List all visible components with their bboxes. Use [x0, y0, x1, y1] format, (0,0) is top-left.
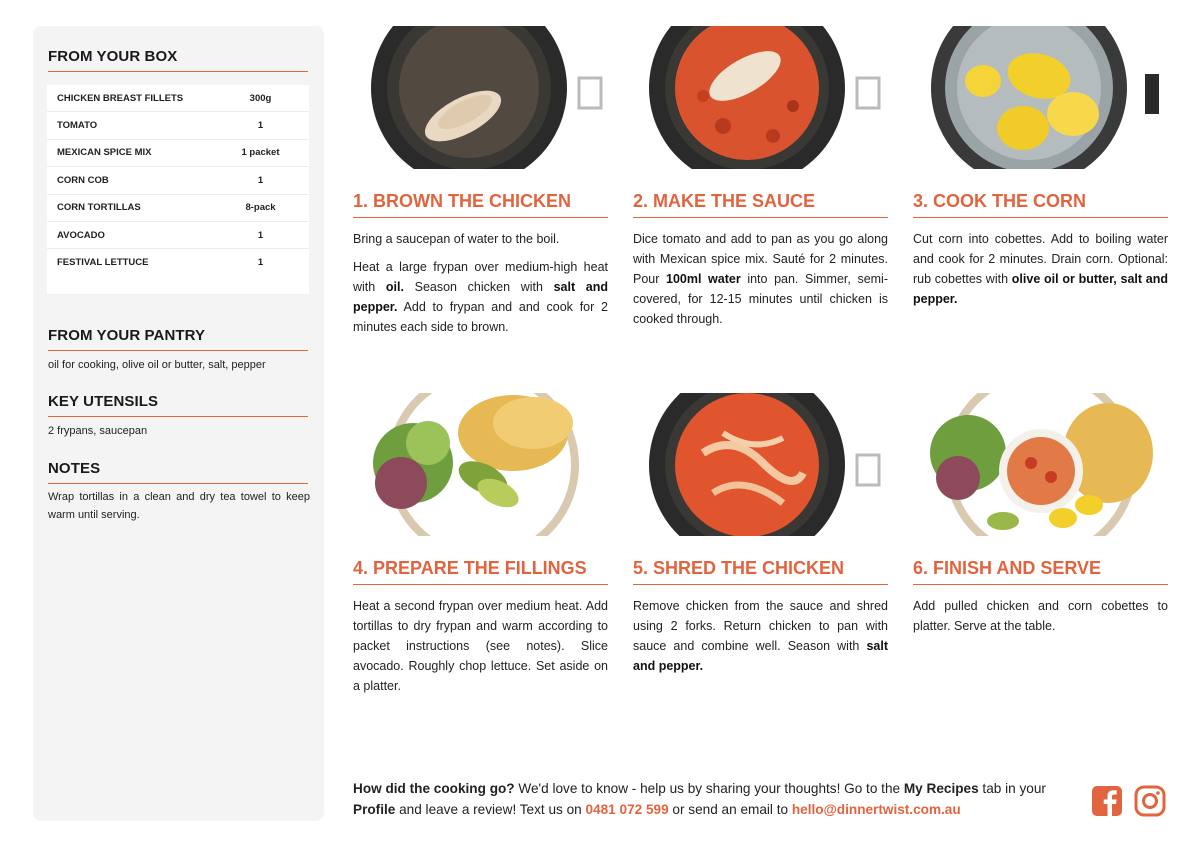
step-text: Bring a saucepan of water to the boil.	[353, 232, 560, 246]
step-text-bold: 100ml water	[666, 272, 741, 286]
step-4-body	[353, 596, 608, 704]
step-1	[353, 26, 608, 366]
ingredient-name: CHICKEN BREAST FILLETS	[57, 92, 184, 104]
step-1-title: 1. BROWN THE CHICKEN	[353, 191, 572, 211]
divider	[913, 584, 1168, 585]
divider	[48, 416, 308, 417]
ingredient-name: AVOCADO	[57, 229, 105, 241]
pantry-title: FROM YOUR PANTRY	[48, 327, 206, 344]
step-3	[913, 26, 1168, 366]
sidebar	[33, 26, 324, 821]
ingredient-qty: 1 packet	[241, 147, 280, 159]
divider	[633, 217, 888, 218]
step-1-body	[353, 229, 608, 345]
ingredient-name: CORN TORTILLAS	[57, 202, 141, 214]
ingredient-name: TOMATO	[57, 120, 98, 132]
divider	[633, 584, 888, 585]
step-text: Heat a second frypan over medium heat. Add tortillas to dry frypan and warm according to packet instructions (see notes). Slice avocado. Roughly chop lettuce. Set aside on a platter.	[353, 599, 608, 693]
my-recipes-link[interactable]: My Recipes	[903, 781, 979, 796]
step-text-part: into pan. Simmer, semi-covered, for 12-15 minutes until chicken is cooked through.	[633, 272, 888, 326]
divider	[353, 584, 608, 585]
step-2-title: 2. MAKE THE SAUCE	[633, 191, 816, 211]
email-link[interactable]: hello@dinnertwist.com.au	[791, 802, 961, 817]
step-text	[913, 229, 1168, 309]
footer-text: tab in your	[978, 781, 1046, 796]
utensils-text: 2 frypans, saucepan	[48, 425, 148, 437]
divider	[353, 217, 608, 218]
ingredients-table	[47, 85, 309, 294]
step-text-part: Add to frypan and and cook for 2 minutes each side to brown.	[353, 300, 608, 334]
divider	[48, 350, 308, 351]
step-text-part: Cut corn into cobettes. Add to boiling water and cook for 2 minutes. Drain corn. Optional: rub cobettes with	[913, 232, 1168, 286]
ingredient-name: MEXICAN SPICE MIX	[57, 147, 152, 159]
step-text-bold: oil.	[385, 280, 404, 294]
footer-text: or send an email to	[668, 802, 792, 817]
ingredient-row	[47, 195, 309, 222]
ingredient-qty: 8-pack	[245, 202, 276, 214]
step-3-photo	[913, 26, 1168, 169]
step-5-body	[633, 596, 888, 684]
step-text-part: Season chicken with	[403, 280, 554, 294]
pantry-text: oil for cooking, olive oil or butter, salt, pepper	[48, 359, 266, 371]
step-text-part: Remove chicken from the sauce and shred using 2 forks. Return chicken to pan with sauce and combine well. Season with	[633, 599, 888, 653]
divider	[48, 483, 308, 484]
ingredient-row	[47, 167, 309, 194]
utensils-title: KEY UTENSILS	[48, 393, 159, 410]
divider	[48, 71, 308, 72]
step-2-body	[633, 229, 888, 337]
step-4-title: 4. PREPARE THE FILLINGS	[353, 558, 587, 578]
ingredient-qty: 1	[257, 174, 264, 186]
ingredient-row	[47, 140, 309, 167]
step-text-bold: salt and pepper.	[633, 639, 888, 673]
ingredient-name: FESTIVAL LETTUCE	[57, 257, 149, 269]
footer-text: and leave a review! Text us on	[395, 802, 586, 817]
step-text-bold: salt and pepper.	[353, 280, 608, 314]
from-box-title: FROM YOUR BOX	[48, 48, 178, 65]
ingredient-name: CORN COB	[57, 174, 109, 186]
instagram-icon[interactable]	[1134, 785, 1166, 817]
ingredient-row	[47, 249, 309, 275]
step-3-title: 3. COOK THE CORN	[913, 191, 1087, 211]
step-text-part: Heat a large frypan over medium-high heat with	[353, 260, 608, 294]
step-text	[633, 229, 888, 329]
step-text: Add pulled chicken and corn cobettes to platter. Serve at the table.	[913, 599, 1168, 633]
step-5-photo	[633, 393, 888, 536]
step-3-body	[913, 229, 1168, 317]
notes-text: Wrap tortillas in a clean and dry tea towel to keep warm until serving.	[48, 491, 310, 521]
step-6-title: 6. FINISH AND SERVE	[913, 558, 1102, 578]
ingredient-row	[47, 112, 309, 139]
step-5	[633, 393, 888, 723]
step-5-title: 5. SHRED THE CHICKEN	[633, 558, 845, 578]
facebook-icon[interactable]	[1091, 785, 1123, 817]
step-2	[633, 26, 888, 366]
ingredient-row	[47, 222, 309, 249]
ingredient-qty: 1	[257, 229, 264, 241]
ingredient-qty: 1	[257, 257, 264, 269]
step-6	[913, 393, 1168, 723]
step-2-photo	[633, 26, 888, 169]
divider	[913, 217, 1168, 218]
ingredient-qty: 1	[257, 120, 264, 132]
notes-title: NOTES	[48, 460, 101, 477]
phone-link[interactable]: 0481 072 599	[585, 802, 669, 817]
footer-text: We'd love to know - help us by sharing your thoughts! Go to the	[514, 781, 904, 796]
footer-message	[353, 778, 1073, 820]
step-6-body	[913, 596, 1168, 644]
step-text-part: Dice tomato and add to pan as you go along with Mexican spice mix. Sauté for 2 minutes. Pour	[633, 232, 888, 286]
profile-link[interactable]: Profile	[353, 802, 396, 817]
step-text	[353, 257, 608, 337]
ingredient-row	[47, 85, 309, 112]
step-4-photo	[353, 393, 608, 536]
step-1-photo	[353, 26, 608, 169]
step-6-photo	[913, 393, 1168, 536]
step-text-bold: olive oil or butter, salt and pepper.	[913, 272, 1169, 306]
footer-question: How did the cooking go?	[353, 781, 515, 796]
ingredient-qty: 300g	[249, 92, 272, 104]
step-text	[633, 596, 888, 676]
step-4	[353, 393, 608, 723]
